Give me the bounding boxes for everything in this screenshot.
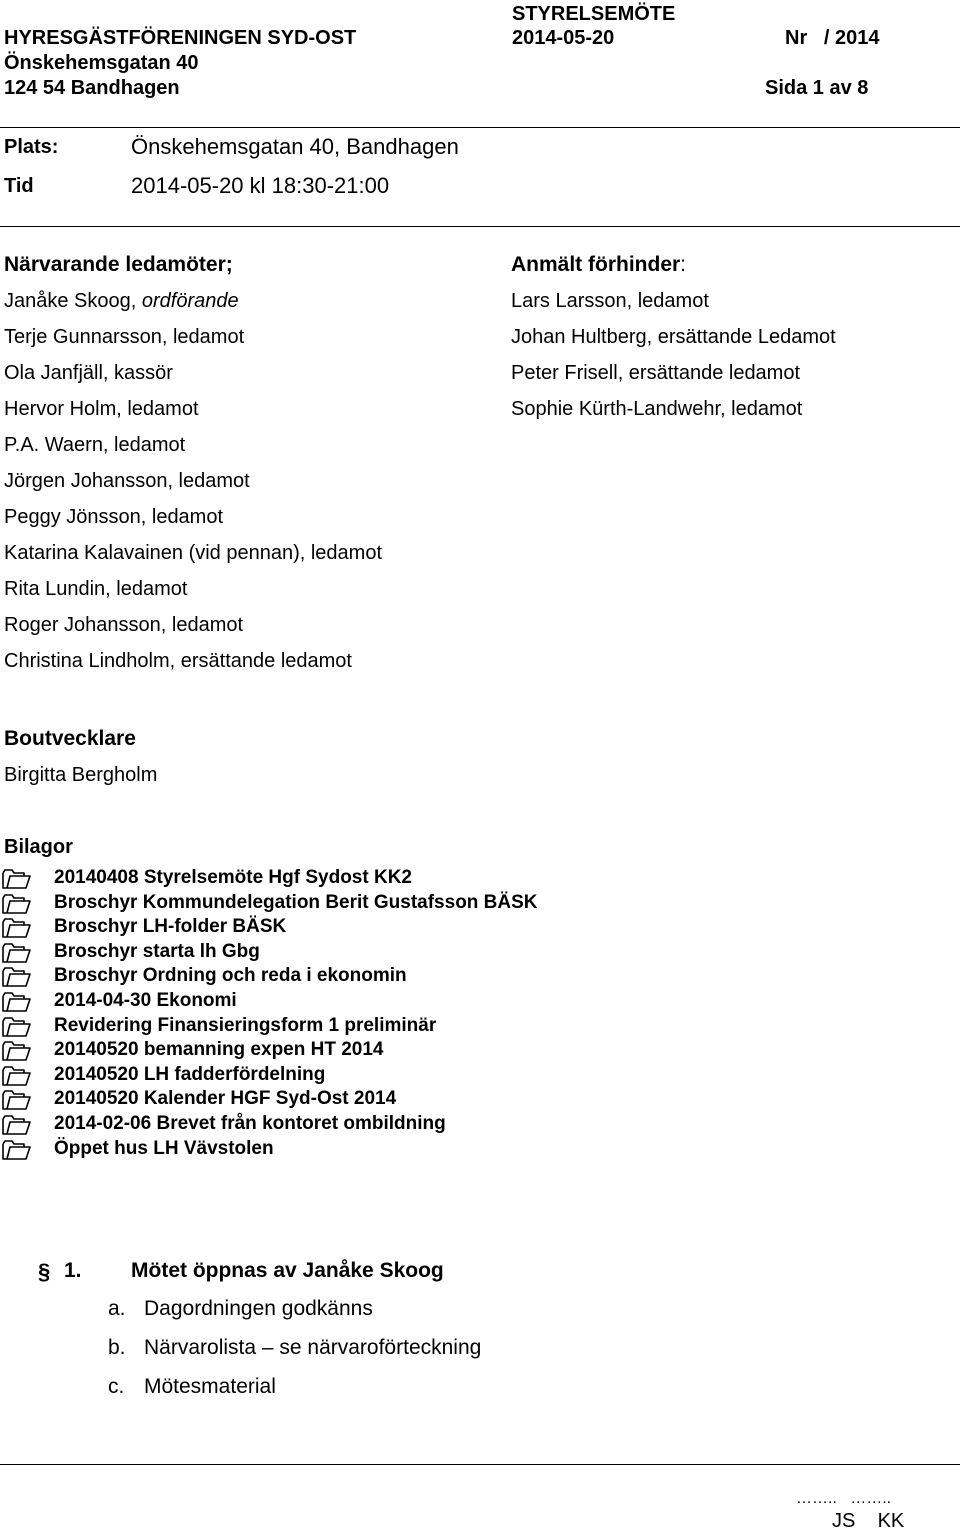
agenda-title: Mötet öppnas av Janåke Skoog <box>131 1259 444 1282</box>
attachment-label: 20140408 Styrelsemöte Hgf Sydost KK2 <box>54 867 412 888</box>
absent-title: Anmält förhinder: <box>511 253 687 276</box>
present-member: Janåke Skoog, ordförande <box>4 290 239 312</box>
footer-dots: …….. …….. <box>796 1490 892 1507</box>
doc-type: STYRELSEMÖTE <box>512 3 676 25</box>
developer-name: Birgitta Bergholm <box>4 764 158 786</box>
place-label: Plats: <box>4 136 59 158</box>
present-member: Terje Gunnarsson, ledamot <box>4 326 245 348</box>
meta-divider <box>0 226 960 227</box>
developer-title: Boutvecklare <box>4 727 136 750</box>
footer-divider <box>0 1464 960 1465</box>
folder-icon <box>2 1140 32 1160</box>
folder-icon <box>2 992 32 1012</box>
present-title: Närvarande ledamöter; <box>4 253 233 276</box>
time-label: Tid <box>4 175 34 197</box>
folder-icon <box>2 894 32 914</box>
attachment-label: Broschyr starta lh Gbg <box>54 940 260 962</box>
folder-icon <box>2 967 32 987</box>
absent-member: Lars Larsson, ledamot <box>511 290 709 312</box>
folder-icon <box>2 943 32 963</box>
agenda-subitem: c. Mötesmaterial <box>108 1375 276 1398</box>
place-value: Önskehemsgatan 40, Bandhagen <box>131 134 459 159</box>
time-value: 2014-05-20 kl 18:30-21:00 <box>131 173 390 198</box>
attachment-label: 20140520 LH fadderfördelning <box>54 1063 326 1085</box>
address-line2: 124 54 Bandhagen <box>4 77 180 99</box>
attachment-label: 2014-04-30 Ekonomi <box>54 990 237 1011</box>
doc-date: 2014-05-20 <box>512 27 615 49</box>
header-divider <box>0 127 960 128</box>
present-member: Peggy Jönsson, ledamot <box>4 506 224 528</box>
attachments-title: Bilagor <box>4 836 73 858</box>
absent-member: Sophie Kürth-Landwehr, ledamot <box>511 398 803 420</box>
present-member: Ola Janfjäll, kassör <box>4 362 173 384</box>
attachment-label: Broschyr Kommundelegation Berit Gustafsson BÄSK <box>54 891 538 913</box>
attachment-label: 20140520 bemanning expen HT 2014 <box>54 1039 384 1061</box>
absent-member: Peter Frisell, ersättande ledamot <box>511 362 801 384</box>
role-chair: ordförande <box>141 290 239 312</box>
agenda-subitem: a. Dagordningen godkänns <box>108 1297 373 1320</box>
folder-icon <box>2 1041 32 1061</box>
folder-icon <box>2 1066 32 1086</box>
present-member: Roger Johansson, ledamot <box>4 614 244 636</box>
section-symbol: § <box>38 1259 51 1284</box>
address-line1: Önskehemsgatan 40 <box>4 52 199 74</box>
footer-initials: JS KK <box>832 1510 905 1532</box>
page-info: Sida 1 av 8 <box>765 77 869 99</box>
present-member: Christina Lindholm, ersättande ledamot <box>4 650 352 672</box>
attachment-label: 20140520 Kalender HGF Syd-Ost 2014 <box>54 1088 397 1110</box>
attachment-label: Broschyr Ordning och reda i ekonomin <box>54 965 407 987</box>
agenda-number: 1. <box>64 1259 82 1282</box>
attachment-label: Öppet hus LH Vävstolen <box>54 1137 274 1159</box>
folder-icon <box>2 869 32 889</box>
agenda-subitem: b. Närvarolista – se närvaroförteckning <box>108 1336 482 1359</box>
present-member: Rita Lundin, ledamot <box>4 578 188 600</box>
attachment-label: Revidering Finansieringsform 1 preliminär <box>54 1014 437 1036</box>
folder-icon <box>2 1090 32 1110</box>
present-member: Hervor Holm, ledamot <box>4 398 199 420</box>
present-member: Jörgen Johansson, ledamot <box>4 470 250 492</box>
org-name: HYRESGÄSTFÖRENINGEN SYD-OST <box>4 27 357 49</box>
doc-number: Nr / 2014 <box>785 27 880 49</box>
folder-icon <box>2 1115 32 1135</box>
present-member: Katarina Kalavainen (vid pennan), ledamot <box>4 542 383 564</box>
attachment-label: 2014-02-06 Brevet från kontoret ombildning <box>54 1113 446 1134</box>
folder-icon <box>2 918 32 938</box>
attachment-label: Broschyr LH-folder BÄSK <box>54 916 287 938</box>
present-member: P.A. Waern, ledamot <box>4 434 186 456</box>
folder-icon <box>2 1017 32 1037</box>
absent-member: Johan Hultberg, ersättande Ledamot <box>511 326 836 348</box>
